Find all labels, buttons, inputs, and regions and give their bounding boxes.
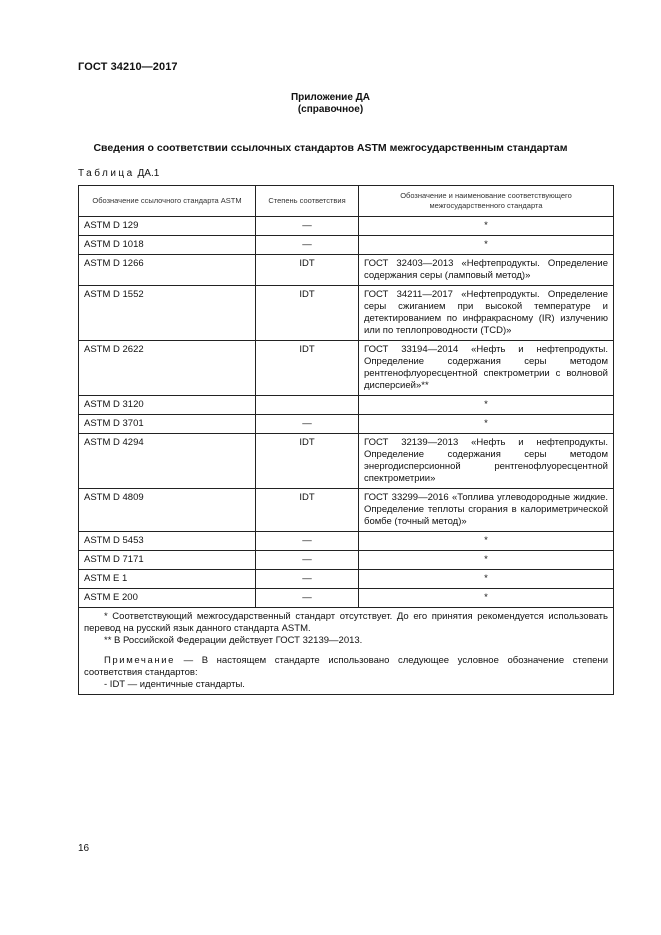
table-row (79, 489, 614, 532)
column-header-degree: Степень соответствия (256, 186, 359, 217)
cell-reference: ASTM D 1552 (79, 286, 256, 341)
table-note (84, 655, 608, 679)
table-header-row (79, 186, 614, 217)
table-row (79, 551, 614, 570)
cell-degree: — (256, 415, 359, 434)
cell-standard: ГОСТ 32403—2013 «Нефтепродукты. Определение содержания серы (ламповый метод)» (359, 255, 614, 286)
cell-standard: * (359, 396, 614, 415)
cell-standard: * (359, 236, 614, 255)
cell-standard: ГОСТ 33299—2016 «Топлива углеводородные жидкие. Определение теплоты сгорания в калориметрической бомбе (точный метод)» (359, 489, 614, 532)
table-row (79, 415, 614, 434)
table-row (79, 341, 614, 396)
annex-title (0, 92, 661, 116)
cell-degree: — (256, 570, 359, 589)
correspondence-table (78, 185, 614, 695)
document-code: ГОСТ 34210—2017 (78, 61, 178, 73)
table-row (79, 236, 614, 255)
cell-reference: ASTM D 3120 (79, 396, 256, 415)
cell-degree: IDT (256, 489, 359, 532)
table-row (79, 396, 614, 415)
cell-standard: * (359, 551, 614, 570)
cell-reference: ASTM E 1 (79, 570, 256, 589)
table-footnotes (79, 608, 614, 695)
note-label: Примечание (104, 655, 175, 666)
cell-standard: ГОСТ 34211—2017 «Нефтепродукты. Определение серы сжиганием при высокой температуре и детектированием по инфракрасному (IR) излучению или по теплопроводности (TCD)» (359, 286, 614, 341)
note-text: — В настоящем стандарте использовано следующее условное обозначение степени соответствия стандартов: (84, 655, 608, 678)
note-item: - IDT — идентичные стандарты. (104, 679, 245, 690)
cell-degree: IDT (256, 341, 359, 396)
cell-standard: * (359, 532, 614, 551)
cell-degree: — (256, 551, 359, 570)
cell-degree: — (256, 217, 359, 236)
cell-reference: ASTM D 1266 (79, 255, 256, 286)
cell-standard: * (359, 217, 614, 236)
annex-label: Приложение ДА (290, 92, 371, 103)
table-caption (78, 168, 159, 179)
table-row (79, 286, 614, 341)
cell-standard: * (359, 570, 614, 589)
cell-reference: ASTM D 4294 (79, 434, 256, 489)
cell-reference: ASTM D 5453 (79, 532, 256, 551)
cell-reference: ASTM D 1018 (79, 236, 256, 255)
cell-reference: ASTM D 2622 (79, 341, 256, 396)
footnote-2: ** В Российской Федерации действует ГОСТ 32139—2013. (104, 635, 363, 646)
cell-reference: ASTM E 200 (79, 589, 256, 608)
annex-subtitle: (справочное) (297, 104, 364, 115)
table-footnotes-row (79, 608, 614, 695)
cell-degree: — (256, 532, 359, 551)
table-row (79, 434, 614, 489)
page-number: 16 (78, 843, 90, 854)
cell-reference: ASTM D 4809 (79, 489, 256, 532)
cell-degree (256, 396, 359, 415)
column-header-standard: Обозначение и наименование соответствующего межгосударственного стандарта (359, 186, 614, 217)
cell-standard: * (359, 589, 614, 608)
cell-reference: ASTM D 129 (79, 217, 256, 236)
footnote-1: * Соответствующий межгосударственный стандарт отсутствует. До его принятия рекомендуется использовать перевод на русский язык данного стандарта ASTM. (84, 611, 608, 634)
cell-reference: ASTM D 7171 (79, 551, 256, 570)
table-row (79, 570, 614, 589)
table-caption-word: Таблица (78, 168, 135, 179)
table-row (79, 589, 614, 608)
table-caption-number: ДА.1 (137, 168, 160, 179)
table-row (79, 217, 614, 236)
table-row (79, 255, 614, 286)
cell-standard: ГОСТ 33194—2014 «Нефть и нефтепродукты. Определение содержания серы методом рентгенофлуоресцентной спектрометрии с волновой дисперсией»** (359, 341, 614, 396)
cell-degree: — (256, 589, 359, 608)
cell-degree: — (256, 236, 359, 255)
cell-degree: IDT (256, 434, 359, 489)
column-header-reference: Обозначение ссылочного стандарта ASTM (79, 186, 256, 217)
section-heading: Сведения о соответствии ссылочных стандартов ASTM межгосударственным стандартам (93, 142, 568, 154)
cell-reference: ASTM D 3701 (79, 415, 256, 434)
cell-degree: IDT (256, 286, 359, 341)
cell-degree: IDT (256, 255, 359, 286)
cell-standard: * (359, 415, 614, 434)
cell-standard: ГОСТ 32139—2013 «Нефть и нефтепродукты. Определение содержания серы методом энергодисперсионной рентгенофлуоресцентной спектрометрии» (359, 434, 614, 489)
table-row (79, 532, 614, 551)
